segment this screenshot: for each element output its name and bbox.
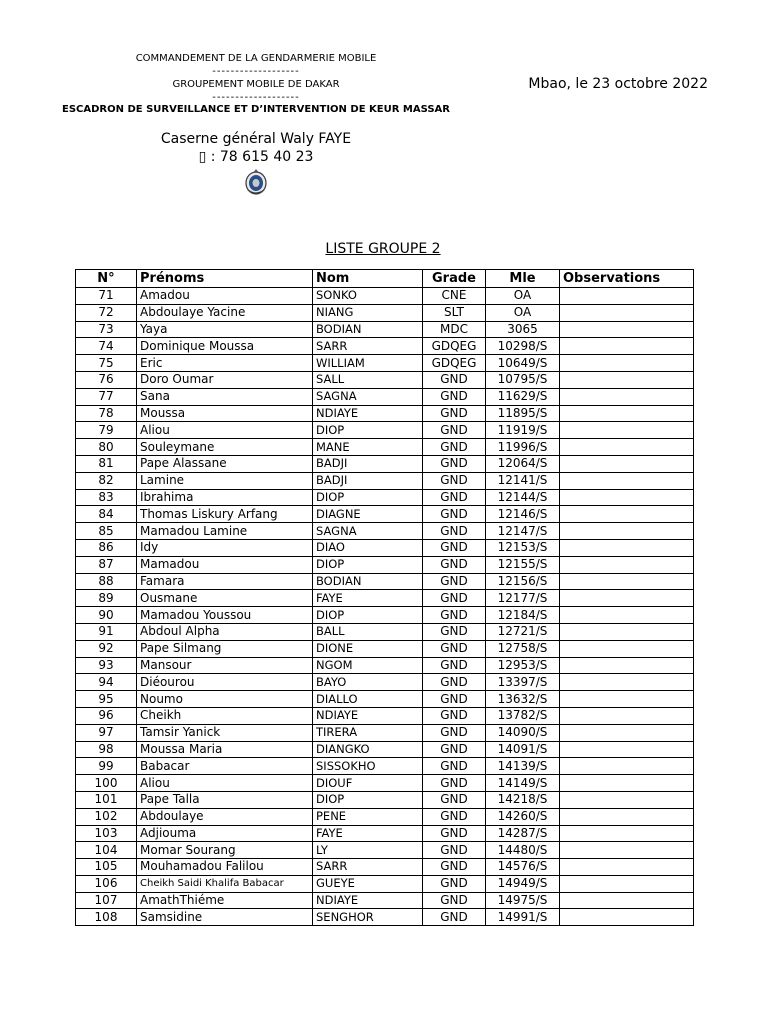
cell-service-number: 14480/S (486, 842, 560, 859)
cell-first-names: Tamsir Yanick (137, 724, 313, 741)
cell-observations (560, 371, 694, 388)
table-row (76, 623, 694, 640)
cell-number: 81 (76, 455, 137, 472)
cell-last-name: SONKO (313, 288, 423, 305)
cell-last-name: BODIAN (313, 321, 423, 338)
cell-service-number: 14260/S (486, 808, 560, 825)
cell-number: 104 (76, 842, 137, 859)
cell-first-names: Cheikh (137, 707, 313, 724)
cell-last-name: NDIAYE (313, 892, 423, 909)
cell-first-names: AmathThiéme (137, 892, 313, 909)
cell-first-names: Souleymane (137, 439, 313, 456)
table-row (76, 875, 694, 892)
cell-first-names: Sana (137, 388, 313, 405)
cell-number: 82 (76, 472, 137, 489)
table-row (76, 657, 694, 674)
table-header-row (76, 270, 694, 288)
table-row (76, 741, 694, 758)
cell-observations (560, 707, 694, 724)
cell-first-names: Mamadou Youssou (137, 607, 313, 624)
header-squadron: ESCADRON DE SURVEILLANCE ET D’INTERVENTION DE KEUR MASSAR (62, 104, 450, 115)
cell-last-name: DIOP (313, 489, 423, 506)
cell-number: 73 (76, 321, 137, 338)
cell-rank: GND (423, 859, 486, 876)
cell-rank: GND (423, 607, 486, 624)
cell-rank: GND (423, 691, 486, 708)
cell-number: 74 (76, 338, 137, 355)
cell-first-names: Mamadou (137, 556, 313, 573)
cell-rank: GND (423, 590, 486, 607)
cell-first-names: Adjiouma (137, 825, 313, 842)
table-row (76, 724, 694, 741)
document-date: Mbao, le 23 octobre 2022 (528, 76, 708, 92)
cell-observations (560, 607, 694, 624)
cell-number: 94 (76, 674, 137, 691)
cell-observations (560, 825, 694, 842)
cell-number: 71 (76, 288, 137, 305)
cell-observations (560, 439, 694, 456)
cell-service-number: 12156/S (486, 573, 560, 590)
cell-first-names: Ibrahima (137, 489, 313, 506)
cell-rank: GND (423, 523, 486, 540)
cell-observations (560, 590, 694, 607)
column-header-first-names: Prénoms (137, 270, 313, 288)
cell-last-name: DIONE (313, 640, 423, 657)
cell-first-names: Yaya (137, 321, 313, 338)
cell-observations (560, 741, 694, 758)
cell-number: 84 (76, 506, 137, 523)
table-row (76, 758, 694, 775)
table-row (76, 808, 694, 825)
cell-first-names: Moussa Maria (137, 741, 313, 758)
cell-rank: GND (423, 506, 486, 523)
cell-last-name: SISSOKHO (313, 758, 423, 775)
cell-rank: GND (423, 825, 486, 842)
cell-service-number: 12758/S (486, 640, 560, 657)
cell-service-number: 12721/S (486, 623, 560, 640)
column-header-rank: Grade (423, 270, 486, 288)
table-row (76, 674, 694, 691)
cell-service-number: 14949/S (486, 875, 560, 892)
cell-last-name: DIOP (313, 607, 423, 624)
cell-last-name: FAYE (313, 590, 423, 607)
cell-first-names: Eric (137, 355, 313, 372)
cell-last-name: DIAGNE (313, 506, 423, 523)
cell-observations (560, 388, 694, 405)
cell-last-name: DIANGKO (313, 741, 423, 758)
table-row (76, 321, 694, 338)
cell-first-names: Famara (137, 573, 313, 590)
cell-service-number: 11919/S (486, 422, 560, 439)
cell-service-number: 11895/S (486, 405, 560, 422)
column-header-number: N° (76, 270, 137, 288)
cell-service-number: 14287/S (486, 825, 560, 842)
cell-number: 102 (76, 808, 137, 825)
cell-service-number: 3065 (486, 321, 560, 338)
cell-last-name: DIOP (313, 791, 423, 808)
table-row (76, 455, 694, 472)
cell-rank: GDQEG (423, 338, 486, 355)
cell-last-name: NDIAYE (313, 707, 423, 724)
cell-service-number: OA (486, 304, 560, 321)
cell-last-name: SARR (313, 338, 423, 355)
cell-rank: GND (423, 724, 486, 741)
cell-rank: GND (423, 388, 486, 405)
cell-last-name: BAYO (313, 674, 423, 691)
cell-rank: GND (423, 556, 486, 573)
cell-rank: GND (423, 422, 486, 439)
cell-service-number: 14139/S (486, 758, 560, 775)
header-divider: ------------------- (212, 66, 300, 77)
cell-number: 77 (76, 388, 137, 405)
table-row (76, 556, 694, 573)
cell-rank: GND (423, 439, 486, 456)
cell-rank: GND (423, 539, 486, 556)
cell-observations (560, 808, 694, 825)
cell-observations (560, 674, 694, 691)
cell-first-names: Aliou (137, 422, 313, 439)
cell-rank: GND (423, 472, 486, 489)
cell-first-names: Aliou (137, 775, 313, 792)
cell-last-name: DIALLO (313, 691, 423, 708)
cell-rank: GND (423, 842, 486, 859)
cell-service-number: 11996/S (486, 439, 560, 456)
cell-number: 105 (76, 859, 137, 876)
cell-last-name: BODIAN (313, 573, 423, 590)
cell-rank: GDQEG (423, 355, 486, 372)
cell-rank: GND (423, 657, 486, 674)
personnel-table (75, 269, 694, 926)
cell-last-name: DIOUF (313, 775, 423, 792)
cell-number: 79 (76, 422, 137, 439)
header-command: COMMANDEMENT DE LA GENDARMERIE MOBILE (135, 53, 377, 64)
cell-service-number: 10298/S (486, 338, 560, 355)
table-row (76, 304, 694, 321)
cell-observations (560, 623, 694, 640)
cell-number: 80 (76, 439, 137, 456)
cell-service-number: 13782/S (486, 707, 560, 724)
cell-rank: GND (423, 741, 486, 758)
cell-service-number: 12953/S (486, 657, 560, 674)
cell-number: 86 (76, 539, 137, 556)
table-row (76, 607, 694, 624)
cell-observations (560, 640, 694, 657)
cell-observations (560, 506, 694, 523)
cell-observations (560, 775, 694, 792)
cell-observations (560, 758, 694, 775)
cell-service-number: 11629/S (486, 388, 560, 405)
cell-first-names: Abdoulaye Yacine (137, 304, 313, 321)
cell-first-names: Abdoul Alpha (137, 623, 313, 640)
cell-number: 98 (76, 741, 137, 758)
cell-first-names: Pape Talla (137, 791, 313, 808)
cell-number: 75 (76, 355, 137, 372)
cell-rank: CNE (423, 288, 486, 305)
cell-first-names: Thomas Liskury Arfang (137, 506, 313, 523)
table-row (76, 791, 694, 808)
cell-first-names: Pape Alassane (137, 455, 313, 472)
table-row (76, 288, 694, 305)
cell-number: 106 (76, 875, 137, 892)
cell-first-names: Abdoulaye (137, 808, 313, 825)
cell-number: 101 (76, 791, 137, 808)
cell-service-number: 14090/S (486, 724, 560, 741)
cell-observations (560, 489, 694, 506)
column-header-observations: Observations (560, 270, 694, 288)
cell-number: 78 (76, 405, 137, 422)
cell-number: 108 (76, 909, 137, 926)
cell-rank: GND (423, 455, 486, 472)
table-row (76, 909, 694, 926)
cell-last-name: NIANG (313, 304, 423, 321)
cell-observations (560, 909, 694, 926)
table-row (76, 859, 694, 876)
table-row (76, 825, 694, 842)
cell-number: 90 (76, 607, 137, 624)
cell-first-names: Cheikh Saidi Khalifa Babacar (137, 875, 313, 892)
cell-number: 93 (76, 657, 137, 674)
cell-rank: GND (423, 623, 486, 640)
cell-service-number: 12064/S (486, 455, 560, 472)
cell-observations (560, 472, 694, 489)
cell-first-names: Amadou (137, 288, 313, 305)
cell-service-number: 12141/S (486, 472, 560, 489)
cell-first-names: Lamine (137, 472, 313, 489)
cell-service-number: 13632/S (486, 691, 560, 708)
cell-service-number: 14149/S (486, 775, 560, 792)
cell-rank: GND (423, 758, 486, 775)
table-row (76, 842, 694, 859)
cell-rank: GND (423, 371, 486, 388)
table-row (76, 489, 694, 506)
cell-service-number: 14091/S (486, 741, 560, 758)
cell-service-number: OA (486, 288, 560, 305)
cell-observations (560, 355, 694, 372)
cell-observations (560, 791, 694, 808)
cell-last-name: SAGNA (313, 388, 423, 405)
cell-first-names: Moussa (137, 405, 313, 422)
table-row (76, 523, 694, 540)
table-row (76, 707, 694, 724)
table-row (76, 892, 694, 909)
cell-first-names: Dominique Moussa (137, 338, 313, 355)
cell-number: 72 (76, 304, 137, 321)
phone-number: ▯ : 78 615 40 23 (198, 149, 314, 165)
cell-observations (560, 556, 694, 573)
cell-service-number: 12146/S (486, 506, 560, 523)
cell-service-number: 12184/S (486, 607, 560, 624)
cell-observations (560, 338, 694, 355)
cell-observations (560, 288, 694, 305)
cell-last-name: MANE (313, 439, 423, 456)
cell-number: 83 (76, 489, 137, 506)
cell-observations (560, 842, 694, 859)
cell-number: 85 (76, 523, 137, 540)
cell-first-names: Diéourou (137, 674, 313, 691)
cell-number: 97 (76, 724, 137, 741)
cell-first-names: Mamadou Lamine (137, 523, 313, 540)
cell-rank: GND (423, 405, 486, 422)
cell-rank: GND (423, 640, 486, 657)
cell-observations (560, 455, 694, 472)
table-row (76, 691, 694, 708)
cell-observations (560, 422, 694, 439)
cell-last-name: DIOP (313, 556, 423, 573)
cell-observations (560, 539, 694, 556)
cell-number: 89 (76, 590, 137, 607)
cell-last-name: FAYE (313, 825, 423, 842)
cell-rank: GND (423, 775, 486, 792)
table-row (76, 506, 694, 523)
cell-last-name: BADJI (313, 472, 423, 489)
cell-rank: GND (423, 674, 486, 691)
cell-service-number: 10795/S (486, 371, 560, 388)
list-title: LISTE GROUPE 2 (325, 241, 441, 257)
cell-last-name: NDIAYE (313, 405, 423, 422)
cell-observations (560, 691, 694, 708)
cell-rank: GND (423, 892, 486, 909)
cell-number: 99 (76, 758, 137, 775)
cell-observations (560, 304, 694, 321)
cell-observations (560, 875, 694, 892)
cell-first-names: Mansour (137, 657, 313, 674)
cell-service-number: 14991/S (486, 909, 560, 926)
cell-last-name: SARR (313, 859, 423, 876)
cell-rank: GND (423, 909, 486, 926)
cell-observations (560, 657, 694, 674)
table-row (76, 472, 694, 489)
cell-observations (560, 892, 694, 909)
column-header-last-name: Nom (313, 270, 423, 288)
cell-rank: GND (423, 707, 486, 724)
cell-number: 107 (76, 892, 137, 909)
cell-first-names: Samsidine (137, 909, 313, 926)
table-row (76, 640, 694, 657)
cell-service-number: 14975/S (486, 892, 560, 909)
cell-service-number: 12153/S (486, 539, 560, 556)
cell-last-name: DIOP (313, 422, 423, 439)
cell-last-name: BADJI (313, 455, 423, 472)
cell-number: 100 (76, 775, 137, 792)
cell-rank: GND (423, 808, 486, 825)
cell-rank: MDC (423, 321, 486, 338)
cell-last-name: BALL (313, 623, 423, 640)
cell-last-name: WILLIAM (313, 355, 423, 372)
cell-service-number: 13397/S (486, 674, 560, 691)
table-row (76, 775, 694, 792)
cell-rank: GND (423, 875, 486, 892)
cell-observations (560, 859, 694, 876)
column-header-service-number: Mle (486, 270, 560, 288)
cell-last-name: SAGNA (313, 523, 423, 540)
cell-last-name: SALL (313, 371, 423, 388)
cell-observations (560, 724, 694, 741)
cell-first-names: Noumo (137, 691, 313, 708)
cell-service-number: 14218/S (486, 791, 560, 808)
cell-first-names: Idy (137, 539, 313, 556)
cell-first-names: Doro Oumar (137, 371, 313, 388)
table-row (76, 573, 694, 590)
cell-number: 87 (76, 556, 137, 573)
cell-rank: GND (423, 489, 486, 506)
cell-service-number: 12177/S (486, 590, 560, 607)
cell-first-names: Pape Silmang (137, 640, 313, 657)
cell-number: 91 (76, 623, 137, 640)
cell-observations (560, 405, 694, 422)
cell-last-name: TIRERA (313, 724, 423, 741)
cell-service-number: 10649/S (486, 355, 560, 372)
barracks-name: Caserne général Waly FAYE (160, 131, 352, 147)
cell-first-names: Babacar (137, 758, 313, 775)
cell-last-name: PENE (313, 808, 423, 825)
cell-observations (560, 573, 694, 590)
cell-first-names: Mouhamadou Falilou (137, 859, 313, 876)
cell-service-number: 12144/S (486, 489, 560, 506)
table-row (76, 439, 694, 456)
table-row (76, 539, 694, 556)
table-row (76, 371, 694, 388)
table-row (76, 355, 694, 372)
cell-first-names: Ousmane (137, 590, 313, 607)
cell-observations (560, 523, 694, 540)
cell-last-name: NGOM (313, 657, 423, 674)
cell-rank: GND (423, 573, 486, 590)
cell-service-number: 12155/S (486, 556, 560, 573)
table-row (76, 338, 694, 355)
cell-number: 95 (76, 691, 137, 708)
table-row (76, 422, 694, 439)
cell-number: 96 (76, 707, 137, 724)
cell-observations (560, 321, 694, 338)
gendarmerie-emblem-icon (243, 168, 269, 196)
cell-last-name: GUEYE (313, 875, 423, 892)
cell-rank: SLT (423, 304, 486, 321)
cell-number: 88 (76, 573, 137, 590)
cell-number: 103 (76, 825, 137, 842)
table-row (76, 590, 694, 607)
cell-last-name: LY (313, 842, 423, 859)
cell-rank: GND (423, 791, 486, 808)
cell-last-name: SENGHOR (313, 909, 423, 926)
header-group: GROUPEMENT MOBILE DE DAKAR (172, 79, 340, 90)
table-row (76, 405, 694, 422)
header-divider: ------------------- (212, 92, 300, 103)
cell-number: 76 (76, 371, 137, 388)
cell-first-names: Momar Sourang (137, 842, 313, 859)
cell-service-number: 12147/S (486, 523, 560, 540)
cell-number: 92 (76, 640, 137, 657)
table-row (76, 388, 694, 405)
cell-last-name: DIAO (313, 539, 423, 556)
cell-service-number: 14576/S (486, 859, 560, 876)
